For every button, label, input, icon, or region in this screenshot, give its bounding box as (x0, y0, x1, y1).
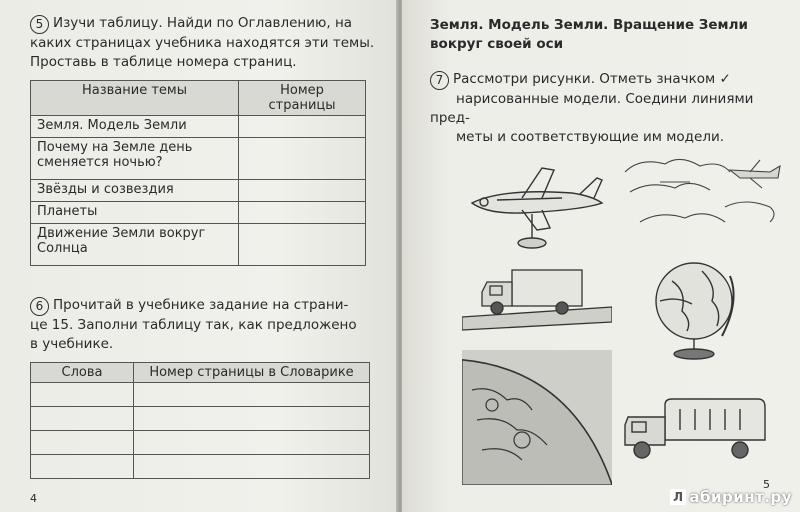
task-number-5: 5 (30, 15, 49, 34)
page-number-left: 4 (30, 492, 37, 505)
truck-on-road-icon[interactable] (462, 262, 612, 332)
task-7-text: 7 Рассмотри рисунки. Отметь значком ✓ нарисованные модели. Соедини линиями пред- меты и соответствующие им модели. (430, 71, 754, 145)
watermark-letter: Л (670, 489, 686, 505)
page-cell[interactable] (239, 180, 366, 202)
watermark-logo: Л абиринт.ру (670, 488, 792, 506)
topics-table (30, 80, 366, 266)
word-cell[interactable] (31, 455, 134, 479)
page-cell[interactable] (239, 202, 366, 224)
page-cell[interactable] (134, 455, 370, 479)
page-cell[interactable] (134, 407, 370, 431)
globe-icon[interactable] (642, 256, 752, 366)
task-number-6: 6 (30, 297, 49, 316)
page-cell[interactable] (239, 116, 366, 138)
words-header: Слова (31, 363, 134, 383)
page-cell[interactable] (239, 138, 366, 180)
dictionary-page-header: Номер страницы в Словарике (134, 363, 370, 383)
topic-header: Название темы (31, 81, 239, 116)
page-header: Номер страницы (239, 81, 366, 116)
toy-truck-icon[interactable] (620, 395, 770, 470)
table-row: Движение Земли вокруг Солнца (31, 224, 239, 266)
page-cell[interactable] (134, 383, 370, 407)
word-cell[interactable] (31, 407, 134, 431)
earth-from-space-icon[interactable] (462, 350, 612, 485)
task-5-text: 5 Изучи таблицу. Найди по Оглавлению, на каких страницах учебника находятся эти темы. Проставь в таблице номера страниц. (30, 15, 375, 70)
airplane-model-icon[interactable] (462, 158, 612, 258)
table-row: Звёзды и созвездия (31, 180, 239, 202)
airplane-in-sky-icon[interactable] (620, 152, 785, 247)
table-row: Земля. Модель Земли (31, 116, 239, 138)
page-cell[interactable] (134, 431, 370, 455)
table-row: Планеты (31, 202, 239, 224)
words-table (30, 362, 370, 479)
word-cell[interactable] (31, 383, 134, 407)
table-row: Почему на Земле день сменяется ночью? (31, 138, 239, 180)
task-6-text: 6 Прочитай в учебнике задание на страни- це 15. Заполни таблицу так, как предложено в учебнике. (30, 297, 357, 352)
word-cell[interactable] (31, 431, 134, 455)
page-cell[interactable] (239, 224, 366, 266)
right-page (402, 0, 800, 512)
page-number-right: 5 (763, 478, 770, 491)
section-heading: Земля. Модель Земли. Вращение Земли вокруг своей оси (430, 17, 748, 52)
left-page (0, 0, 398, 512)
task-number-7: 7 (430, 71, 449, 90)
